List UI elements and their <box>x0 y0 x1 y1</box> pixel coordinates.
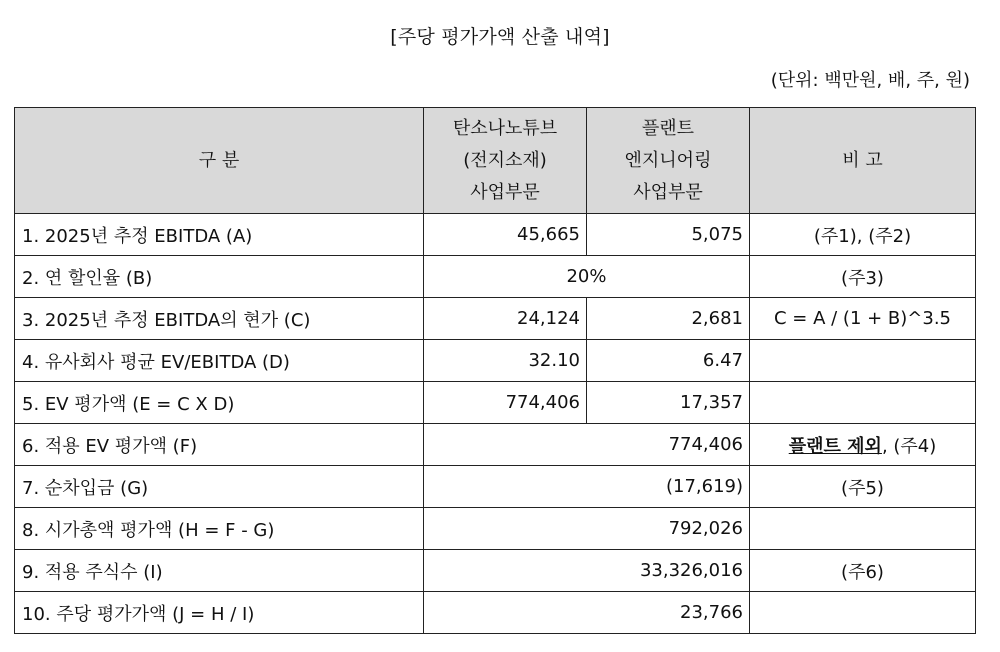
header-plant-division <box>587 108 750 214</box>
header-category-label: 구 분 <box>198 149 240 171</box>
remark-cell: (주3) <box>750 256 976 298</box>
row-label: 10. 주당 평가가액 (J = H / I) <box>15 592 424 634</box>
table-row <box>15 592 976 634</box>
merged-value: 792,026 <box>424 508 750 550</box>
row-label: 3. 2025년 추정 EBITDA의 현가 (C) <box>15 298 424 340</box>
header-cnt-line1: 탄소나노튜브 <box>452 117 558 139</box>
unit-note: (단위: 백만원, 배, 주, 원) <box>770 70 970 91</box>
table-row <box>15 256 976 298</box>
row-label: 9. 적용 주식수 (I) <box>15 550 424 592</box>
table-row <box>15 550 976 592</box>
merged-value: 774,406 <box>424 424 750 466</box>
table-row <box>15 424 976 466</box>
header-plant-line3: 사업부문 <box>633 181 703 203</box>
remark-ref: , (주4) <box>881 435 937 457</box>
header-plant-line2: 엔지니어링 <box>624 149 712 171</box>
cnt-value: 45,665 <box>424 214 587 256</box>
merged-value: (17,619) <box>424 466 750 508</box>
plant-value: 5,075 <box>587 214 750 256</box>
table-row <box>15 298 976 340</box>
row-label: 7. 순차입금 (G) <box>15 466 424 508</box>
row-label: 4. 유사회사 평균 EV/EBITDA (D) <box>15 340 424 382</box>
header-cnt-line2: (전지소재) <box>463 149 547 171</box>
remark-cell <box>750 508 976 550</box>
row-label: 6. 적용 EV 평가액 (F) <box>15 424 424 466</box>
header-plant-line1: 플랜트 <box>641 117 695 139</box>
plant-excluded-note: 플랜트 제외 <box>788 435 882 457</box>
header-cnt-division <box>424 108 587 214</box>
remark-cell: (주6) <box>750 550 976 592</box>
table-row <box>15 508 976 550</box>
valuation-table <box>14 107 976 634</box>
plant-value: 17,357 <box>587 382 750 424</box>
table-row <box>15 466 976 508</box>
header-cnt-line3: 사업부문 <box>470 181 540 203</box>
remark-cell <box>750 382 976 424</box>
merged-value: 33,326,016 <box>424 550 750 592</box>
remark-cell <box>750 424 976 466</box>
table-row <box>15 382 976 424</box>
cnt-value: 24,124 <box>424 298 587 340</box>
cnt-value: 32.10 <box>424 340 587 382</box>
remark-cell: (주5) <box>750 466 976 508</box>
row-label: 8. 시가총액 평가액 (H = F - G) <box>15 508 424 550</box>
row-label: 2. 연 할인율 (B) <box>15 256 424 298</box>
merged-value: 23,766 <box>424 592 750 634</box>
plant-value: 2,681 <box>587 298 750 340</box>
plant-value: 6.47 <box>587 340 750 382</box>
header-row <box>15 108 976 214</box>
remark-cell: C = A / (1 + B)^3.5 <box>750 298 976 340</box>
row-label: 1. 2025년 추정 EBITDA (A) <box>15 214 424 256</box>
header-category <box>15 108 424 214</box>
remark-cell <box>750 592 976 634</box>
row-label: 5. EV 평가액 (E = C X D) <box>15 382 424 424</box>
table-row <box>15 340 976 382</box>
cnt-value: 774,406 <box>424 382 587 424</box>
table-row <box>15 214 976 256</box>
header-remarks-label: 비 고 <box>842 149 883 171</box>
merged-value: 20% <box>424 256 750 298</box>
remark-cell <box>750 340 976 382</box>
header-remarks <box>750 108 976 214</box>
table-title: [주당 평가가액 산출 내역] <box>390 26 610 48</box>
remark-cell: (주1), (주2) <box>750 214 976 256</box>
